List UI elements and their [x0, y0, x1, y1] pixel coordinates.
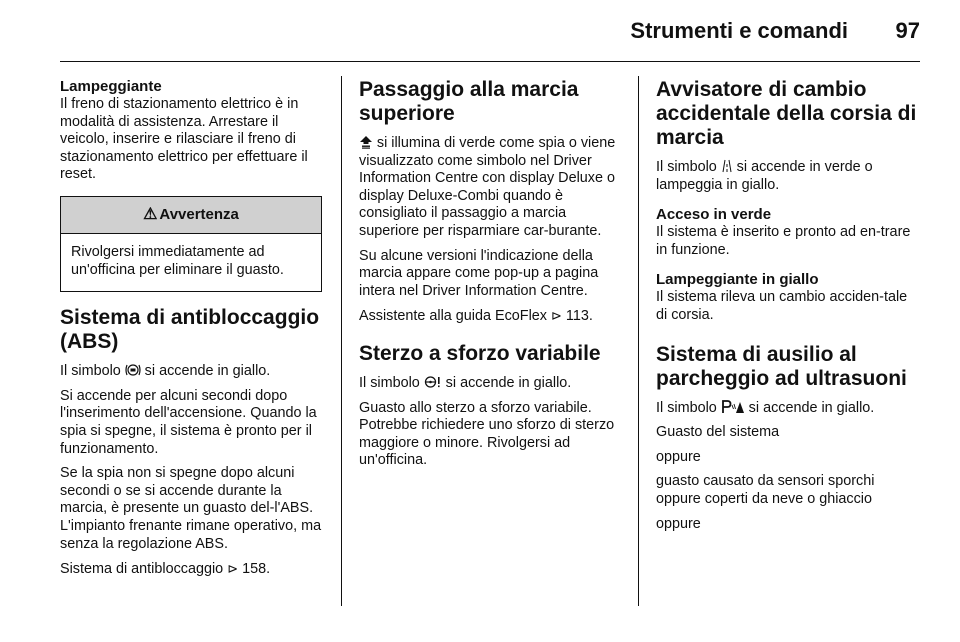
- text: Il simbolo: [656, 159, 717, 175]
- parking-assist-icon: [721, 399, 749, 415]
- paragraph: Il sistema è inserito e pronto ad en-trare in funzione.: [656, 224, 911, 258]
- warning-header: [61, 197, 321, 234]
- column-1: [60, 78, 322, 586]
- text: Il simbolo: [656, 399, 717, 416]
- paragraph: Se la spia non si spegne dopo alcuni secondi o se si accende durante la marcia, è presente un guasto del-l'ABS. L'impianto frenante rimane operativo, ma senza la regolazione ABS.: [60, 465, 322, 552]
- warning-title: Avvertenza: [159, 206, 239, 224]
- subheading-lampeggiante: Lampeggiante: [60, 78, 162, 95]
- text: si accende in giallo.: [445, 374, 572, 391]
- paragraph: [656, 158, 918, 194]
- text: si accende in verde o lampeggia in giallo.: [656, 159, 873, 193]
- shift-up-icon: [359, 134, 377, 150]
- paragraph: [359, 374, 621, 393]
- page-number: 97: [895, 18, 920, 43]
- page-reference[interactable]: 158.: [242, 561, 271, 578]
- lane-departure-icon: [721, 158, 737, 174]
- heading-parking-assist: Sistema di ausilio al parcheggio ad ultrasuoni: [656, 342, 907, 390]
- header-divider: [60, 61, 920, 62]
- text: Assistente alla guida EcoFlex: [359, 308, 547, 325]
- paragraph: [656, 399, 918, 418]
- page-reference[interactable]: 113.: [565, 308, 593, 325]
- warning-triangle-icon: ⚠: [143, 206, 158, 224]
- abs-icon: [125, 362, 145, 378]
- paragraph: Il sistema rileva un cambio acciden-tale di corsia.: [656, 289, 908, 323]
- paragraph: oppure: [656, 448, 701, 465]
- subheading-yellow: Lampeggiante in giallo: [656, 271, 819, 289]
- paragraph: [60, 362, 322, 381]
- column-divider-1: [341, 76, 342, 606]
- reference-arrow-icon: ⊳: [550, 308, 562, 324]
- steering-warning-icon: [424, 374, 446, 390]
- paragraph: Guasto allo sterzo a sforzo variabile. Potrebbe richiedere uno sforzo di sterzo maggiore o minore. Rivolgersi ad un'officina.: [359, 399, 615, 469]
- heading-steering: Sterzo a sforzo variabile: [359, 341, 601, 365]
- reference-arrow-icon: ⊳: [227, 561, 239, 577]
- paragraph: Su alcune versioni l'indicazione della marcia appare come pop-up a pagina intera nel Driver Information Centre.: [359, 247, 599, 299]
- paragraph: Si accende per alcuni secondi dopo l'inserimento dell'accensione. Quando la spia si spegne, il sistema è pronto per il funzionamento.: [60, 387, 317, 457]
- paragraph: [359, 134, 621, 241]
- header-title: Strumenti e comandi: [630, 18, 848, 43]
- warning-box: [60, 196, 322, 292]
- text: si accende in giallo.: [748, 399, 875, 416]
- paragraph: Il freno di stazionamento elettrico è in modalità di assistenza. Arrestare il veicolo, inserire e rilasciare il freno di stazionamento elettrico per effettuare il reset.: [60, 96, 308, 183]
- text: Il simbolo: [359, 374, 420, 391]
- paragraph: oppure: [656, 515, 701, 532]
- heading-abs: Sistema di antibloccaggio (ABS): [60, 306, 320, 354]
- column-2: [359, 78, 621, 477]
- paragraph: [60, 560, 322, 579]
- text: si illumina di verde come spia o viene visualizzato come simbolo nel Driver Information Centre con display Deluxe o display Deluxe-Combi quando è consigliato il passaggio a marcia superiore per risparmiare car-burante.: [359, 135, 616, 239]
- paragraph: Guasto del sistema: [656, 424, 780, 441]
- heading-lane-departure: Avvisatore di cambio accidentale della corsia di marcia: [656, 78, 917, 149]
- heading-gear-shift: Passaggio alla marcia superiore: [359, 78, 579, 125]
- warning-text: Rivolgersi immediatamente ad un'officina per eliminare il guasto.: [71, 243, 284, 278]
- column-3: [656, 78, 918, 540]
- text: Sistema di antibloccaggio: [60, 561, 224, 578]
- page-header: [0, 18, 960, 48]
- text: Il simbolo: [60, 363, 121, 380]
- paragraph: [359, 307, 621, 326]
- text: si accende in giallo.: [144, 363, 271, 380]
- paragraph: guasto causato da sensori sporchi oppure coperti da neve o ghiaccio: [656, 473, 875, 507]
- subheading-green: Acceso in verde: [656, 206, 772, 224]
- column-divider-2: [638, 76, 639, 606]
